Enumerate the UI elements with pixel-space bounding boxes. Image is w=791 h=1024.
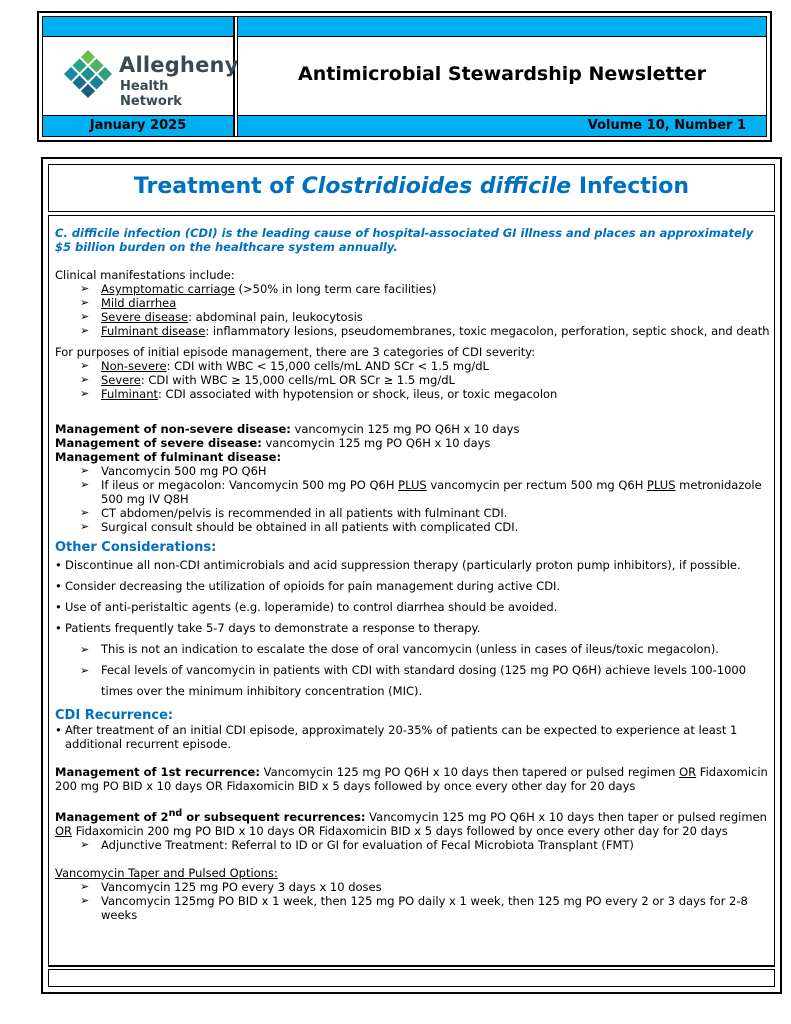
- mgmt-label: Management of non-severe disease:: [55, 422, 291, 436]
- mgmt-text: Vancomycin 125 mg PO Q6H x 10 days then tapered or pulsed regimen: [259, 765, 680, 779]
- list-item-term: Asymptomatic carriage: [101, 282, 235, 296]
- header-band-top-left: [43, 17, 233, 37]
- or-keyword: OR: [679, 765, 697, 779]
- article-title-box: [48, 164, 775, 212]
- list-item-text: metronidazole 500 mg IV Q8H: [101, 478, 762, 506]
- mgmt-label: [55, 810, 366, 824]
- list-item: [80, 324, 770, 338]
- list-item-text: vancomycin per rectum 500 mg Q6H: [426, 478, 648, 492]
- manifestations-intro: Clinical manifestations include:: [55, 268, 235, 282]
- issue-date: January 2025: [89, 118, 187, 133]
- logo-wordmark-allegheny: Allegheny: [119, 53, 239, 77]
- mgmt-text: vancomycin 125 mg PO Q6H x 10 days: [290, 422, 520, 436]
- list-item-text: : inflammatory lesions, pseudomembranes, toxic megacolon, perforation, septic shock, and death: [205, 324, 770, 338]
- list-item: ➢ Adjunctive Treatment: Referral to ID or GI for evaluation of Fecal Microbiota Transplant (FMT): [80, 838, 770, 852]
- severity-intro: For purposes of initial episode management, there are 3 categories of CDI severity:: [55, 345, 536, 359]
- logo-wordmark-health-network: Health Network: [120, 79, 182, 109]
- list-item: ➢ Vancomycin 125 mg PO every 3 days x 10 doses: [80, 880, 770, 894]
- plus-keyword: PLUS: [647, 478, 676, 492]
- article-frame: [41, 157, 782, 994]
- mgmt-text: Fidaxomicin 200 mg PO BID x 10 days OR Fidaxomicin BID x 5 days followed by once every other day for 20 days: [72, 823, 728, 838]
- label-superscript: nd: [168, 808, 183, 819]
- list-item: • Use of anti-peristaltic agents (e.g. loperamide) to control diarrhea should be avoided.: [55, 597, 770, 618]
- label-part: Management of 2: [55, 809, 169, 824]
- list-item-term: Severe disease: [101, 310, 189, 324]
- title-part: Infection: [571, 174, 690, 199]
- list-item-text: (>50% in long term care facilities): [234, 282, 437, 296]
- list-item: ➢ Surgical consult should be obtained in all patients with complicated CDI.: [80, 520, 770, 534]
- mgmt-text: vancomycin 125 mg PO Q6H x 10 days: [261, 436, 491, 450]
- list-item: • Consider decreasing the utilization of opioids for pain management during active CDI.: [55, 576, 770, 597]
- list-item: • Discontinue all non-CDI antimicrobials and acid suppression therapy (particularly proton pump inhibitors), if possible.: [55, 555, 770, 576]
- article-footer-box: [48, 969, 775, 987]
- issue-volume: Volume 10, Number 1: [587, 118, 746, 133]
- list-item: • After treatment of an initial CDI episode, approximately 20-35% of patients can be expected to experience at least 1 additional recurrent episode.: [55, 723, 770, 751]
- mgmt-severe: [55, 436, 770, 450]
- taper-list: [55, 880, 770, 922]
- mgmt-second-recurrence: [55, 807, 770, 838]
- list-item-term: Mild diarrhea: [101, 296, 177, 310]
- article-content: [55, 226, 770, 922]
- list-item: ➢ Vancomycin 125mg PO BID x 1 week, then 125 mg PO daily x 1 week, then 125 mg PO every 2 or 3 days for 2-8 weeks: [80, 894, 770, 922]
- header-band-top-right: [238, 17, 766, 37]
- header-band-bottom-right: [238, 115, 766, 136]
- list-item-text: : CDI with WBC ≥ 15,000 cells/mL OR SCr ≥ 1.5 mg/dL: [140, 373, 455, 387]
- mgmt-fulminant: [55, 450, 770, 464]
- title-organism: Clostridioides difficile: [301, 174, 572, 199]
- list-item-term: Fulminant: [101, 387, 159, 401]
- newsletter-header: [37, 11, 772, 142]
- adjunct-list: [55, 838, 770, 852]
- other-considerations-heading: Other Considerations:: [55, 540, 217, 555]
- mgmt-nonsevere: [55, 422, 770, 436]
- taper-heading-text: Vancomycin Taper and Pulsed Options:: [55, 865, 278, 880]
- list-item-text: : CDI associated with hypotension or shock, ileus, or toxic megacolon: [158, 387, 558, 401]
- header-title-cell: [237, 17, 766, 136]
- list-item: [80, 373, 770, 387]
- newsletter-title: Antimicrobial Stewardship Newsletter: [298, 63, 706, 85]
- label-part: or subsequent recurrences:: [182, 809, 366, 824]
- severity-list: [55, 359, 770, 401]
- manifestations-list: [55, 282, 770, 338]
- article-body-box: [48, 215, 775, 967]
- list-item: ➢ This is not an indication to escalate the dose of oral vancomycin (unless in cases of ileus/toxic megacolon).: [80, 639, 770, 660]
- mgmt-text: Vancomycin 125 mg PO Q6H x 10 days then taper or pulsed regimen: [365, 809, 767, 824]
- or-keyword: OR: [55, 823, 73, 838]
- list-item: [80, 359, 770, 373]
- allegheny-logo-icon: [63, 49, 113, 99]
- mgmt-text: Fidaxomicin 200 mg PO BID x 10 days OR Fidaxomicin BID x 5 days followed by once every other day for 20 days: [55, 765, 768, 793]
- list-item-term: Fulminant disease: [101, 324, 206, 338]
- list-item-term: Non-severe: [101, 359, 167, 373]
- other-considerations-sublist: [55, 639, 770, 702]
- list-item: [80, 478, 770, 506]
- mgmt-label: Management of severe disease:: [55, 436, 262, 450]
- list-item-text: If ileus or megacolon: Vancomycin 500 mg PO Q6H: [101, 478, 399, 492]
- mgmt-label: Management of fulminant disease:: [55, 450, 282, 464]
- header-logo-cell: [43, 17, 239, 136]
- mgmt-first-recurrence: [55, 765, 770, 793]
- plus-keyword: PLUS: [398, 478, 427, 492]
- list-item: [80, 296, 770, 310]
- list-item: ➢ Vancomycin 500 mg PO Q6H: [80, 464, 770, 478]
- list-item: [80, 387, 770, 401]
- list-item: [80, 310, 770, 324]
- list-item: [80, 282, 770, 296]
- list-item: ➢ Fecal levels of vancomycin in patients with CDI with standard dosing (125 mg PO Q6H) achieve levels 100-1000 times over the minimum inhibitory concentration (MIC).: [80, 660, 770, 702]
- mgmt-label: Management of 1st recurrence:: [55, 765, 260, 779]
- list-item: • Patients frequently take 5-7 days to demonstrate a response to therapy.: [55, 618, 770, 639]
- taper-heading: [55, 866, 770, 880]
- header-inner-frame: [42, 16, 767, 137]
- fulminant-list: [55, 464, 770, 534]
- list-item: ➢ CT abdomen/pelvis is recommended in all patients with fulminant CDI.: [80, 506, 770, 520]
- header-band-bottom-left: [43, 115, 233, 136]
- other-considerations-list: [55, 555, 770, 639]
- cdi-recurrence-heading: CDI Recurrence:: [55, 708, 174, 723]
- lead-paragraph: C. difficile infection (CDI) is the leading cause of hospital-associated GI illness and places an approximately $5 billion burden on the healthcare system annually.: [55, 226, 754, 254]
- list-item-text: : abdominal pain, leukocytosis: [188, 310, 363, 324]
- list-item-term: Severe: [101, 373, 141, 387]
- list-item-text: : CDI with WBC < 15,000 cells/mL AND SCr < 1.5 mg/dL: [166, 359, 489, 373]
- title-part: Treatment of: [133, 174, 302, 199]
- article-title: [49, 174, 774, 199]
